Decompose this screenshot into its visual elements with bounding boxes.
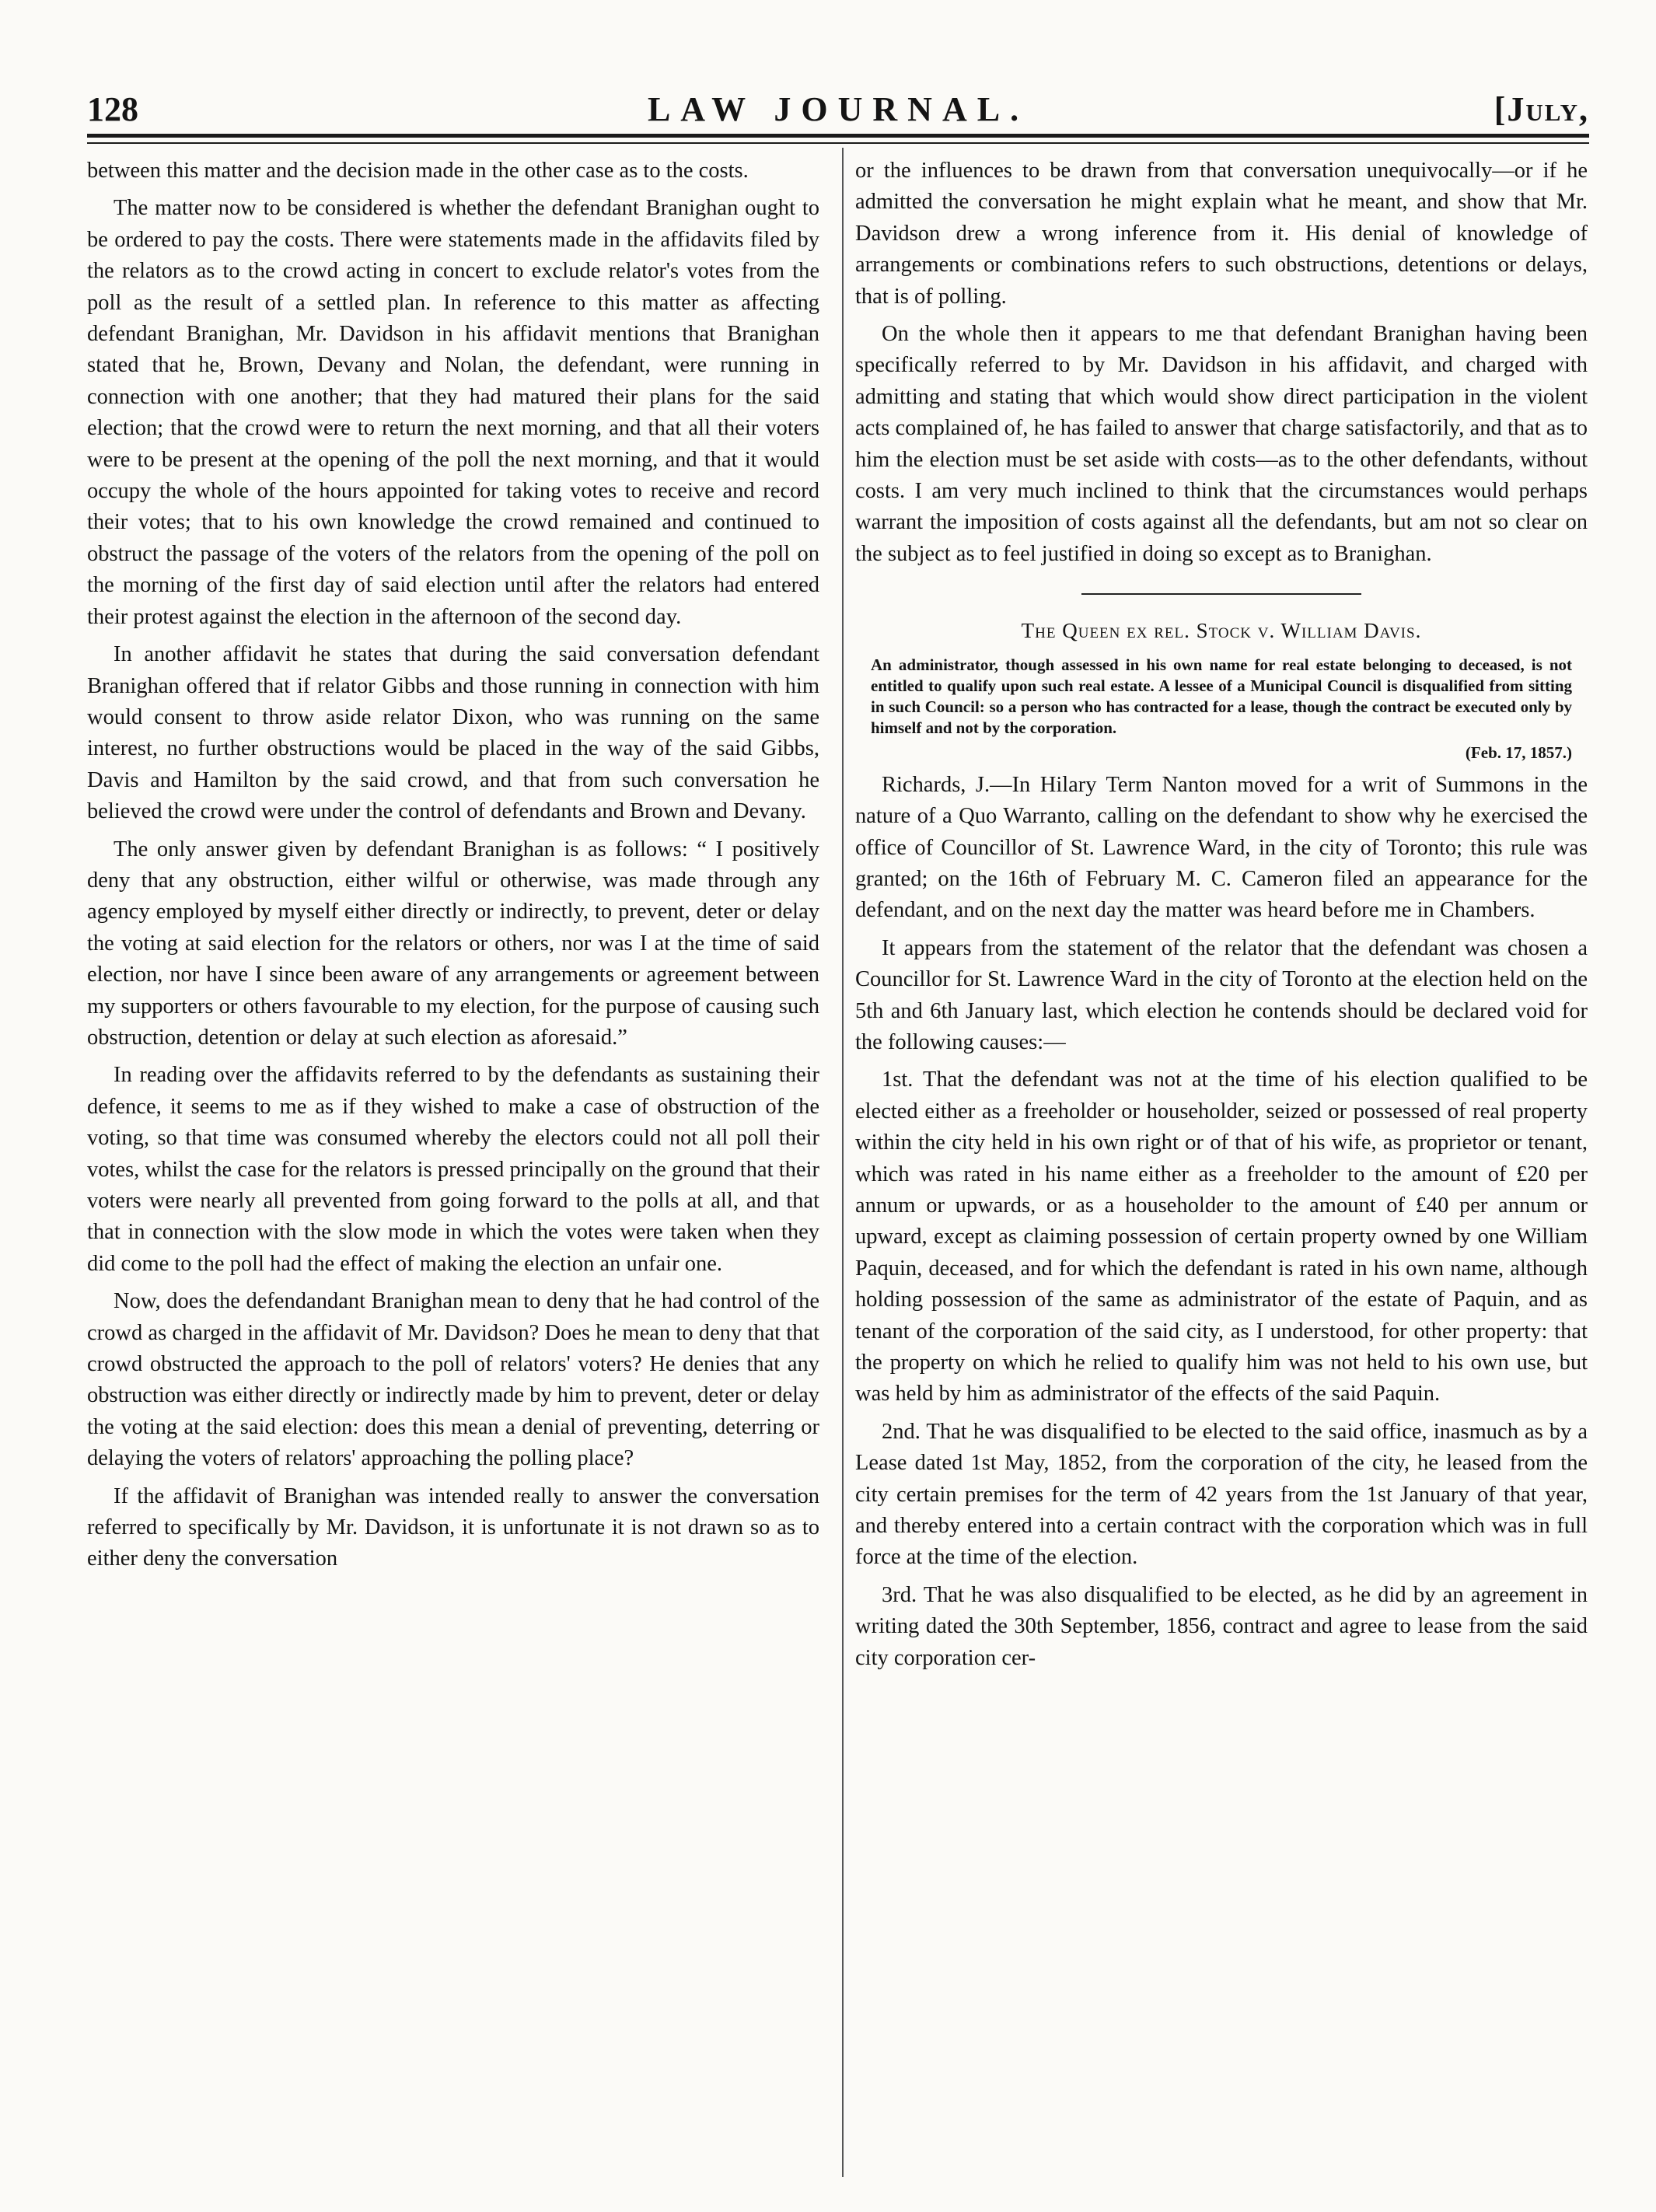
paragraph: The matter now to be considered is whether the defendant Branighan ought to be ordered to pay the costs. There were statements made in the affidavits filed by the relators as to the crowd acting in concert to exclude relator's votes from the poll as the result of a settled plan. In reference to this matter as affecting defendant Branighan, Mr. Davidson in his affidavit mentions that Branighan stated that he, Brown, Devany and Nolan, the defendant, were running in connection with one another; that they had matured their plans for the said election; that the crowd were to return the next morning, and that all their voters were to be present at the opening of the poll the next morning, and that it would occupy the whole of the hours appointed for taking votes to receive and record their votes; that to his own knowledge the crowd remained and continued to obstruct the passage of the voters of the relators from the opening of the poll on the morning of the first day of said election until after the relators had entered their protest against the election in the afternoon of the second day. xyxy=(87,196,819,629)
paragraph: or the influences to be drawn from that conversation unequivocally—or if he admitted the conversation he might explain what he meant, and show that Mr. Davidson drew a wrong inference from it. His denial of knowledge of arrangements or combinations refers to such obstructions, detentions or delays, that is of polling. xyxy=(855,159,1588,309)
case-headnote: An administrator, though assessed in his own name for real estate belonging to deceased, is not entitled to qualify upon such real estate. A lessee of a Municipal Council is disqualified from sitting in such Council: so a person who has contracted for a lease, though the contract be executed only by himself and not by the corporation. xyxy=(871,655,1572,737)
paragraph: 3rd. That he was also disqualified to be elected, as he did by an agreement in writing dated the 30th September, 1856, contract and agree to lease from the said city corporation cer- xyxy=(855,1582,1588,1670)
paragraph: It appears from the statement of the relator that the defendant was chosen a Councillor for St. Lawrence Ward in the city of Toronto at the election held on the 5th and 6th January last, which election he contends should be declared void for the following causes:— xyxy=(855,935,1588,1054)
paragraph: between this matter and the decision made in the other case as to the costs. xyxy=(87,159,749,183)
case-title: The Queen ex rel. Stock v. William Davis. xyxy=(1021,619,1422,643)
paragraph: Now, does the defendandant Branighan mean to deny that he had control of the crowd as charged in the affidavit of Mr. Davidson? Does he mean to deny that that crowd obstructed the approach to the poll of relators' voters? He denies that any obstruction was either directly or indirectly made by him to prevent, deter or delay the voting at the said election: does this mean a denial of preventing, deterring or delaying the voters of relators' approaching the polling place? xyxy=(87,1289,819,1471)
right-column xyxy=(855,156,1588,1674)
paragraph: If the affidavit of Branighan was intended really to answer the conversation referred to specifically by Mr. Davidson, it is unfortunate it is not drawn so as to either deny the conversation xyxy=(87,1483,819,1571)
paragraph: 2nd. That he was disqualified to be elected to the said office, inasmuch as by a Lease dated 1st May, 1852, from the corporation of the city, he leased from the city certain premises for the term of 42 years from the 1st January of that year, and thereby entered into a certain contract with the corporation which was in full force at the time of the election. xyxy=(855,1419,1588,1570)
left-column xyxy=(87,156,819,1575)
paragraph: In reading over the affidavits referred to by the defendants as sustaining their defence, it seems to me as if they wished to make a case of obstruction of the voting, so that time was consumed whereby the electors could not all poll their votes, whilst the case for the relators is pressed principally on the ground that their voters were nearly all prevented from going forward to the polls at all, and that that in connection with the slow mode in which the votes were taken when they did come to the poll had the effect of making the election an unfair one. xyxy=(87,1063,819,1276)
column-separator xyxy=(842,148,844,2177)
case-date: (Feb. 17, 1857.) xyxy=(1465,743,1572,762)
header-rule-thick xyxy=(87,134,1589,138)
header-rule-thin xyxy=(87,142,1589,144)
journal-title: LAW JOURNAL. xyxy=(647,90,1029,128)
page-header xyxy=(87,82,1589,128)
paragraph: On the whole then it appears to me that defendant Branighan having been specifically referred to by Mr. Davidson in his affidavit, and charged with admitting and stating that which would show direct participation in the violent acts complained of, he has failed to answer that charge satisfactorily, and that as to him the election must be set aside with costs—as to the other defendants, without costs. I am very much inclined to think that the circumstances would perhaps warrant the imposition of costs against all the defendants, but am not so clear on the subject as to feel justified in doing so except as to Branighan. xyxy=(855,322,1588,566)
paragraph: 1st. That the defendant was not at the time of his election qualified to be elected either as a freeholder or householder, seized or possessed of real property within the city held in his own right or of that of his wife, as proprietor or tenant, which was rated in his name either as a freeholder to the amount of £20 per annum or upwards, or as a householder to the amount of £40 per annum or upward, except as claiming possession of certain property owned by one William Paquin, deceased, and for which the defendant is rated in his own name, although holding possession of the same as administrator of the estate of Paquin, and as tenant of the corporation of the said city, as I understood, for other property: that the property on which he relied to qualify him was not held to his own use, but was held by him as administrator of the effects of the said Paquin. xyxy=(855,1068,1588,1407)
running-month: [July, xyxy=(1494,90,1589,128)
paragraph: In another affidavit he states that during the said conversation defendant Branighan offered that if relator Gibbs and those running in connection with him would consent to throw aside relator Dixon, who was running on the same interest, no further obstructions would be placed in the way of the said Gibbs, Davis and Hamilton by the said crowd, and that from such conversation he believed the crowd were under the control of defendants and Brown and Devany. xyxy=(87,642,819,824)
page-number: 128 xyxy=(87,90,138,128)
case-divider xyxy=(1081,593,1361,595)
paragraph: Richards, J.—In Hilary Term Nanton moved for a writ of Summons in the nature of a Quo Warranto, calling on the defendant to show why he exercised the office of Councillor of St. Lawrence Ward, in the city of Toronto; this rule was granted; on the 16th of February M. C. Cameron filed an appearance for the defendant, and on the next day the matter was heard before me in Chambers. xyxy=(855,772,1588,923)
paragraph: The only answer given by defendant Branighan is as follows: “ I positively deny that any obstruction, either wilful or otherwise, was made through any agency employed by myself either directly or indirectly, to prevent, deter or delay the voting at said election for the relators or others, nor was I at the time of said election, nor have I since been aware of any arrangements or agreement between my supporters or others favourable to my election, for the purpose of causing such obstruction, detention or delay at such election as aforesaid.” xyxy=(87,837,819,1050)
